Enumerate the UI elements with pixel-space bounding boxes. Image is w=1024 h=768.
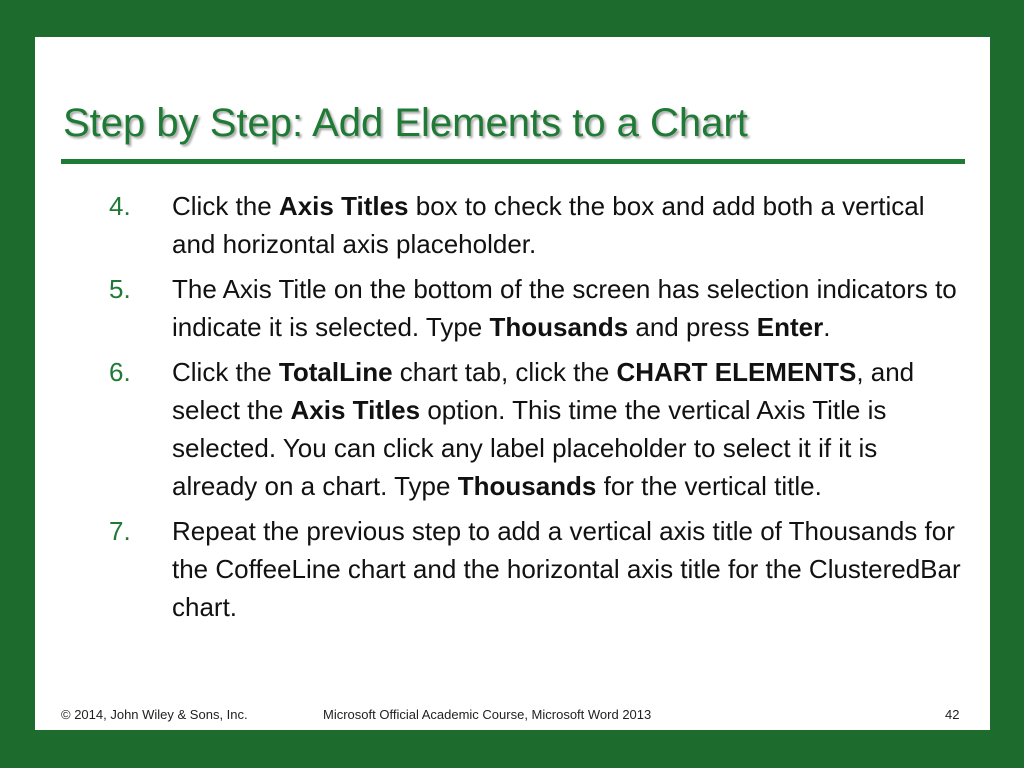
- step-item: [105, 270, 965, 346]
- step-text-emphasis: Axis Titles: [290, 395, 421, 425]
- footer-copyright: © 2014, John Wiley & Sons, Inc.: [61, 707, 248, 722]
- step-number: 4.: [109, 191, 131, 221]
- step-text-segment: box to check the box and add both a vertical and horizontal axis placeholder.: [172, 191, 925, 259]
- slide-title: Step by Step: Add Elements to a Chart: [63, 101, 748, 145]
- title-underline: [61, 159, 965, 164]
- step-text-emphasis: TotalLine: [278, 357, 393, 387]
- step-text-segment: Click the: [172, 191, 279, 221]
- step-text-segment: .: [823, 312, 831, 342]
- step-text-segment: option. This time the vertical Axis Title is selected. You can click any label placeholder to select it if it is already on a chart. Type: [172, 395, 887, 501]
- step-text-emphasis: Enter: [756, 312, 824, 342]
- step-number: 6.: [109, 357, 131, 387]
- step-text-segment: for the vertical title.: [596, 471, 822, 501]
- step-text-segment: chart tab, click the: [392, 357, 617, 387]
- step-item: [105, 187, 965, 263]
- footer-page-number: 42: [945, 707, 960, 722]
- step-text-emphasis: CHART ELEMENTS: [616, 357, 857, 387]
- slide-canvas: [35, 37, 990, 730]
- step-text-emphasis: Thousands: [457, 471, 597, 501]
- step-item: [105, 353, 965, 505]
- footer-course-name: Microsoft Official Academic Course, Microsoft Word 2013: [323, 707, 652, 722]
- step-number: 7.: [109, 516, 131, 546]
- step-text-emphasis: Thousands: [489, 312, 629, 342]
- step-text-segment: Repeat the previous step to add a vertical axis title of Thousands for the CoffeeLine chart and the horizontal axis title for the ClusteredBar chart.: [172, 516, 961, 622]
- step-list: [105, 187, 965, 633]
- step-text-segment: and press: [628, 312, 757, 342]
- step-text-segment: , and select the: [172, 357, 915, 425]
- step-number: 5.: [109, 274, 131, 304]
- step-text-segment: The Axis Title on the bottom of the screen has selection indicators to indicate it is selected. Type: [172, 274, 957, 342]
- step-text-segment: Click the: [172, 357, 279, 387]
- step-text-emphasis: Axis Titles: [278, 191, 409, 221]
- step-item: [105, 512, 965, 626]
